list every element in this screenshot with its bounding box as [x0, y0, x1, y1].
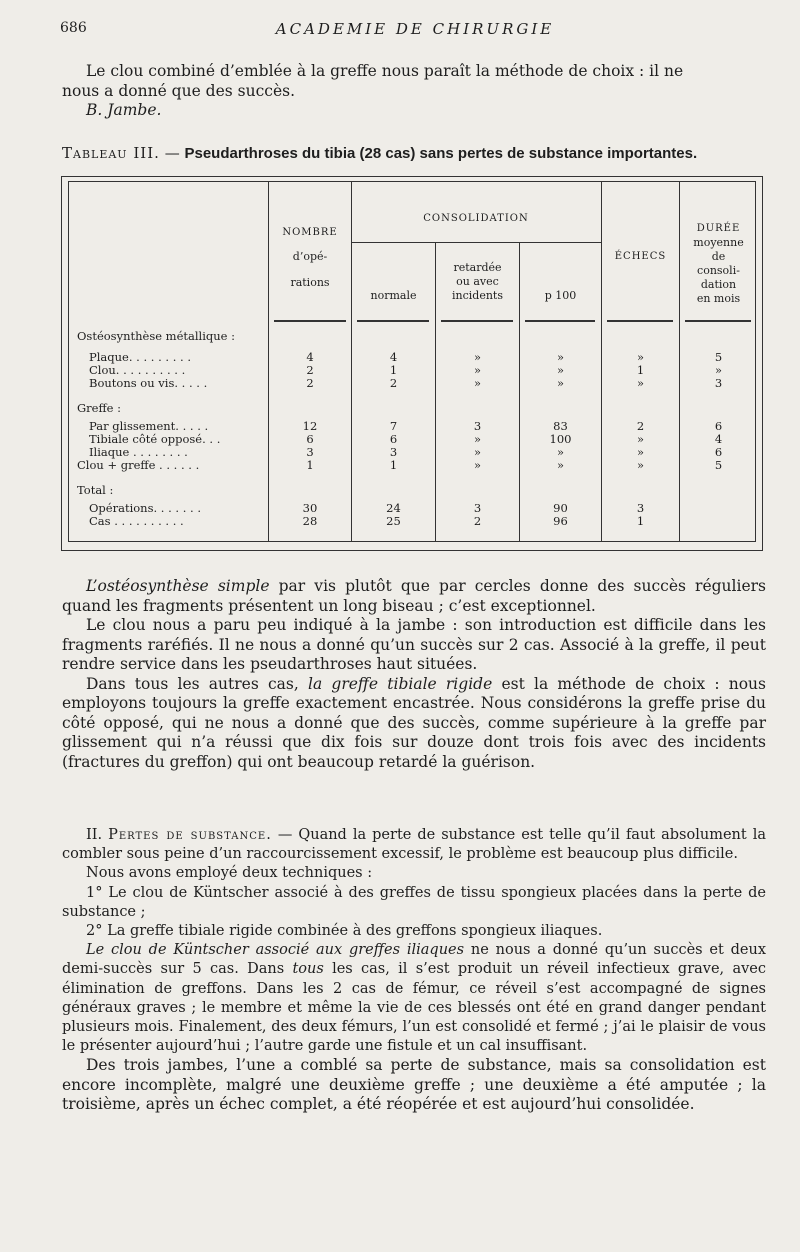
paragraph-kuntscher	[62, 941, 766, 1056]
header-underline	[525, 320, 595, 322]
intro-paragraph	[62, 62, 766, 121]
header-underline	[274, 320, 346, 322]
paragraph-text: par vis plutôt que par cercles donne des succès réguliers quand les fragments présentent un long biseau ; c’est exceptionnel.	[62, 577, 766, 615]
paragraph-text: Dans tous les autres cas,	[86, 674, 308, 693]
cell-duree: 3	[714, 376, 723, 390]
row-label: Cas . . . . . . . . . .	[89, 514, 184, 528]
col-rule	[519, 242, 520, 541]
cell-retardee: 3	[473, 501, 482, 515]
cell-echecs: 3	[636, 501, 645, 515]
cell-normale: 6	[389, 432, 398, 446]
header-duree-2: moyenne	[693, 236, 744, 249]
cell-echecs: 1	[636, 363, 645, 377]
paragraph-clou: Le clou nous a paru peu indiqué à la jambe : son introduction est difficile dans les fragments raréfiés. Il ne nous a donné qu’un succès sur 2 cas. Associé à la greffe, il peut rendre service dans les pseudarthroses haut situées.	[62, 616, 766, 673]
table-title	[62, 144, 766, 162]
header-duree-6: en mois	[696, 292, 741, 305]
body-text-2	[62, 826, 766, 1115]
intro-line-1: Le clou combiné d’emblée à la greffe nous paraît la méthode de choix : il ne	[86, 62, 684, 80]
table-label: Tableau III.	[62, 144, 160, 162]
cell-echecs: »	[636, 445, 645, 459]
paragraph-techniques: Nous avons employé deux techniques :	[86, 865, 373, 882]
row-label: Opérations. . . . . . .	[89, 501, 202, 515]
cell-normale: 3	[389, 445, 398, 459]
header-normale: normale	[370, 289, 417, 302]
cell-echecs: »	[636, 432, 645, 446]
row-label: Par glissement. . . . .	[89, 419, 209, 433]
group-greffe: Greffe :	[77, 401, 121, 415]
header-operations-2: rations	[290, 276, 330, 289]
header-nombre: NOMBRE	[282, 227, 338, 238]
cell-retardee: 3	[473, 419, 482, 433]
header-underline	[607, 320, 673, 322]
cell-normale: 1	[389, 363, 398, 377]
table-row	[69, 460, 757, 472]
section-title: Pertes de substance.	[108, 827, 272, 843]
section-pertes-de-substance	[62, 826, 766, 864]
cell-normale: 7	[389, 419, 398, 433]
italic-lead: L’ostéosynthèse simple	[86, 577, 270, 595]
cell-normale: 1	[389, 458, 398, 472]
page-header	[60, 20, 770, 44]
header-underline	[441, 320, 513, 322]
cell-retardee: »	[473, 432, 482, 446]
cell-normale: 2	[389, 376, 398, 390]
cell-duree: 6	[714, 419, 723, 433]
cell-echecs: »	[636, 376, 645, 390]
cell-echecs: »	[636, 350, 645, 364]
cell-retardee: »	[473, 363, 482, 377]
italic-phrase: la greffe tibiale rigide	[308, 674, 493, 693]
cell-p100: 96	[553, 514, 568, 528]
paragraph-jambes: Des trois jambes, l’une a comblé sa perte de substance, mais sa consolidation est encore incomplète, malgré une deuxième greffe ; une deuxième a été amputée ; la troisième, après un échec complet, a été réopérée et est aujourd’hui consolidée.	[62, 1056, 766, 1114]
header-operations-1: d’opé-	[292, 250, 328, 263]
header-ou-avec: ou avec	[456, 275, 499, 288]
header-underline	[685, 320, 751, 322]
table-row	[69, 516, 757, 528]
cell-echecs: »	[636, 458, 645, 472]
cell-p100: 83	[553, 419, 568, 433]
header-p100: p 100	[544, 289, 577, 302]
cell-normale: 25	[386, 514, 401, 528]
cell-p100: »	[556, 376, 565, 390]
header-duree-4: consoli-	[697, 264, 740, 277]
paragraph-text: ne nous a donné qu’un succès et deux demi-succès sur 5 cas. Dans	[62, 942, 766, 978]
italic-word: tous	[292, 961, 324, 978]
cell-duree: »	[714, 363, 723, 377]
cell-echecs: 1	[636, 514, 645, 528]
table-title-text: Pseudarthroses du tibia (28 cas) sans pertes de substance importantes.	[184, 145, 698, 162]
italic-phrase: Le clou de Küntscher associé aux greffes iliaques	[86, 942, 465, 959]
row-label: Clou. . . . . . . . . .	[89, 363, 186, 377]
row-label: Clou + greffe . . . . . .	[77, 458, 200, 472]
group-total: Total :	[77, 483, 114, 497]
header-echecs: ÉCHECS	[614, 251, 667, 262]
cell-duree: 4	[714, 432, 723, 446]
table-row	[69, 378, 757, 390]
cell-nombre: 1	[306, 458, 314, 472]
row-label: Tibiale côté opposé. . .	[89, 432, 221, 446]
row-label: Plaque. . . . . . . . .	[89, 350, 191, 364]
cell-p100: 100	[549, 432, 572, 446]
cell-nombre: 2	[306, 363, 314, 377]
header-duree-1: DURÉE	[696, 223, 741, 234]
cell-p100: »	[556, 363, 565, 377]
paragraph-text: les cas, il s’est produit un réveil infectieux grave, avec élimination de greffons. Dans les 2 cas de fémur, ce réveil s’est accompagné de signes généraux graves ; le membre et même la vie de ces blessés ont été en grand danger pendant plusieurs mois. Finalement, des deux fémurs, l’un est consolidé et fermé ; j’ai le plaisir de vous le présenter aujourd’hui ; l’autre garde une fistule et un cal insuffisant.	[62, 961, 766, 1055]
cell-nombre: 28	[302, 514, 318, 528]
group-osteosynthese: Ostéosynthèse métallique :	[77, 329, 236, 343]
cell-p100: »	[556, 445, 565, 459]
intro-line-2: nous a donné que des succès.	[62, 81, 295, 100]
header-underline	[357, 320, 429, 322]
paragraph-technique-1: 1° Le clou de Küntscher associé à des greffes de tissu spongieux placées dans la perte de substance ;	[62, 884, 766, 920]
cell-retardee: »	[473, 350, 482, 364]
cell-retardee: »	[473, 445, 482, 459]
cell-p100: »	[556, 350, 565, 364]
paragraph-text: est la méthode de choix : nous employons toujours la greffe exactement encastrée. Nous considérons la greffe prise du côté opposé, qui ne nous a donné que des succès, comme supérieure à la greffe par glissement qui n’a réussi que dix fois sur douze dont trois fois avec des incidents (fractures du greffon) qui ont beaucoup retardé la guérison.	[62, 674, 766, 771]
cell-normale: 4	[389, 350, 398, 364]
cell-retardee: »	[473, 376, 482, 390]
cell-retardee: 2	[473, 514, 482, 528]
cell-duree: 5	[714, 350, 723, 364]
header-duree-5: dation	[700, 278, 737, 291]
cell-p100: 90	[553, 501, 568, 515]
section-numeral: II.	[86, 827, 109, 843]
row-label: Iliaque . . . . . . . .	[89, 445, 188, 459]
subheader-rule	[351, 242, 601, 243]
header-consolidation: CONSOLIDATION	[423, 213, 529, 224]
paragraph-text: — Quand la perte de substance est telle qu’il faut absolument la combler sous peine d’un raccourcissement excessif, le problème est beaucoup plus difficile.	[62, 827, 766, 863]
header-retardee: retardée	[453, 261, 502, 274]
section-heading-jambe: B. Jambe.	[86, 101, 162, 119]
cell-nombre: 6	[306, 432, 314, 446]
cell-nombre: 2	[306, 376, 314, 390]
header-duree-3: de	[711, 250, 726, 263]
cell-duree: 6	[714, 445, 723, 459]
cell-p100: »	[556, 458, 565, 472]
paragraph-greffe-tibiale	[62, 675, 766, 773]
cell-nombre: 30	[302, 501, 318, 515]
cell-normale: 24	[386, 501, 401, 515]
results-table	[61, 176, 763, 551]
paragraph-technique-2: 2° La greffe tibiale rigide combinée à des greffons spongieux iliaques.	[86, 923, 603, 940]
paragraph-osteosynthese	[62, 577, 766, 616]
cell-nombre: 3	[306, 445, 314, 459]
cell-nombre: 4	[306, 350, 314, 364]
results-table-inner	[68, 181, 756, 542]
cell-duree: 5	[714, 458, 723, 472]
row-label: Boutons ou vis. . . . .	[89, 376, 208, 390]
header-incidents: incidents	[452, 289, 503, 302]
body-text-1	[62, 577, 766, 772]
page-number: 686	[60, 20, 87, 36]
running-title: ACADEMIE DE CHIRURGIE	[275, 20, 555, 38]
table-title-dash: —	[164, 144, 180, 162]
cell-nombre: 12	[302, 419, 318, 433]
cell-retardee: »	[473, 458, 482, 472]
cell-echecs: 2	[636, 419, 645, 433]
